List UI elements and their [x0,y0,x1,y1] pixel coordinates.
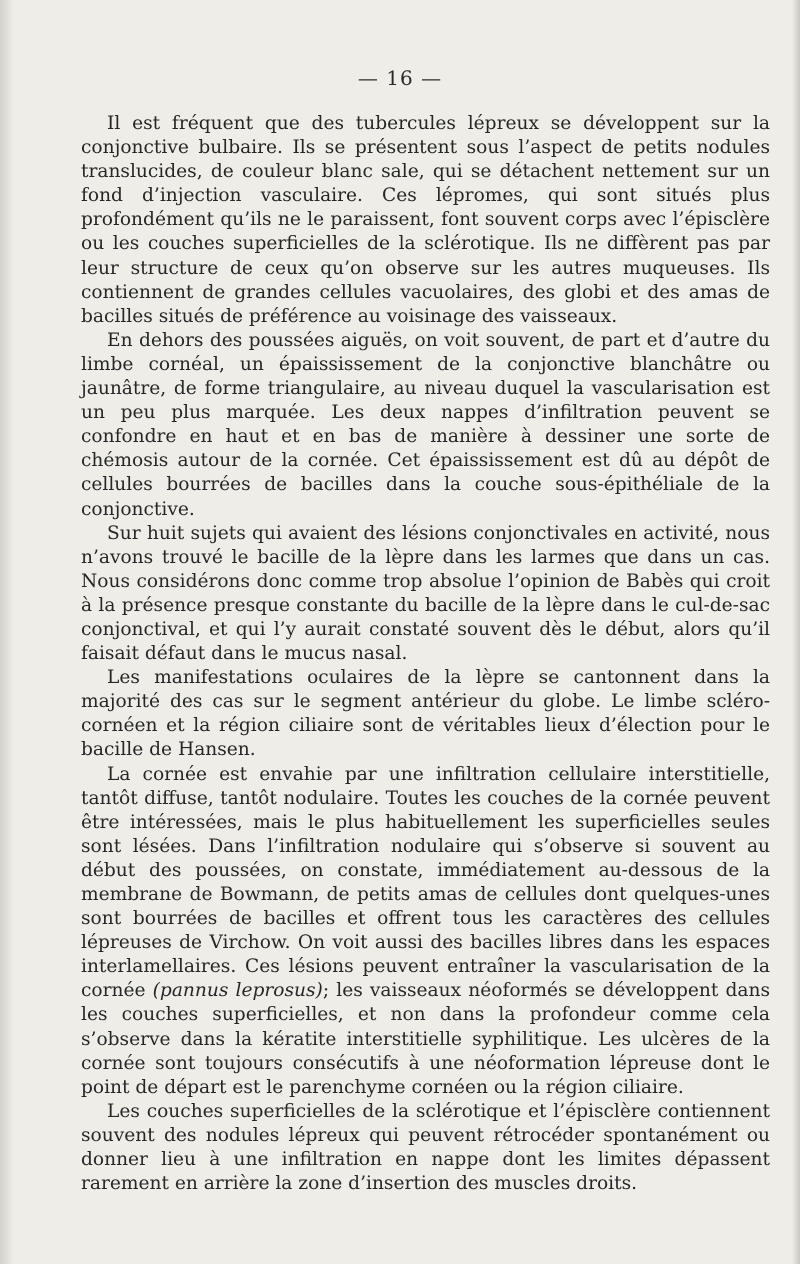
cornea-text-start: La cornée est envahie par une infiltration cellulaire interstitielle, tantôt diffuse, tantôt nodulaire. Toutes les couches de la cornée peuvent être intéressées, mais le plus habituellement les superficielles seules sont lésées. Dans l’infiltration nodulaire qui s’observe si souvent au début des poussées, on constate, immédiatement au-dessous de la membrane de Bowmann, de petits amas de cellules dont quelques-unes sont bourrées de bacilles et offrent tous les caractères des cellules lépreuses de Virchow. On voit aussi des bacilles libres dans les espaces interlamellaires. Ces lésions peuvent entraîner la vascularisation de la cornée [81,763,770,1002]
paragraph-acute-episodes: En dehors des poussées aiguës, on voit souvent, de part et d’autre du limbe cornéal, un épaississement de la conjonctive blanchâtre ou jaunâtre, de forme triangulaire, au niveau duquel la vascularisation est un peu plus marquée. Les deux nappes d’infiltration peuvent se confondre en haut et en bas de manière à dessiner une sorte de chémosis autour de la cornée. Cet épaississement est dû au dépôt de cellules bourrées de bacilles dans la couche sous-épithéliale de la conjonctive. [81,329,770,520]
body-text [81,112,770,1196]
paragraph-sclera: Les couches superficielles de la sclérotique et l’épisclère contiennent souvent des nodules lépreux qui peuvent rétrocéder spontanément ou donner lieu à une infiltration en nappe dont les limites dépassent rarement en arrière la zone d’insertion des muscles droits. [81,1100,770,1195]
paragraph-cornea [81,763,770,1100]
page-right-shadow [792,0,800,1264]
pannus-leprosus-term: (pannus leprosus) [152,980,323,1002]
cornea-text-end: ; les vaisseaux néoformés se développent dans les couches superficielles, et non dans la profondeur comme cela s’observe dans la kératite interstitielle syphilitique. Les ulcères de la cornée sont toujours consécutifs à une néoformation lépreuse dont le point de départ est le parenchyme cornéen ou la région ciliaire. [81,980,770,1098]
paragraph-conjunctiva-tubercles: Il est fréquent que des tubercules lépreux se développent sur la conjonctive bulbaire. Ils se présentent sous l’aspect de petits nodules translucides, de couleur blanc sale, qui se détachent nettement sur un fond d’injection vasculaire. Ces lépromes, qui sont situés plus profondément qu’ils ne le paraissent, font souvent corps avec l’épisclère ou les couches superficielles de la sclérotique. Ils ne diffèrent pas par leur structure de ceux qu’on observe sur les autres muqueuses. Ils contiennent de grandes cellules vacuolaires, des globi et des amas de bacilles situés de préférence au voisinage des vaisseaux. [81,113,770,327]
page-number: — 16 — [357,66,443,90]
paragraph-bacillus-in-tears: Sur huit sujets qui avaient des lésions conjonctivales en activité, nous n’avons trouvé le bacille de la lèpre dans les larmes que dans un cas. Nous considérons donc comme trop absolue l’opinion de Babès qui croit à la présence presque constante du bacille de la lèpre dans le cul-de-sac conjonctival, et qui l’y aurait constaté souvent dès le début, alors qu’il faisait défaut dans le mucus nasal. [81,522,770,665]
page-left-shadow [0,0,14,1264]
paragraph-ocular-manifestations: Les manifestations oculaires de la lèpre se cantonnent dans la majorité des cas sur le segment antérieur du globe. Le limbe scléro-cornéen et la région ciliaire sont de véritables lieux d’élection pour le bacille de Hansen. [81,667,770,761]
